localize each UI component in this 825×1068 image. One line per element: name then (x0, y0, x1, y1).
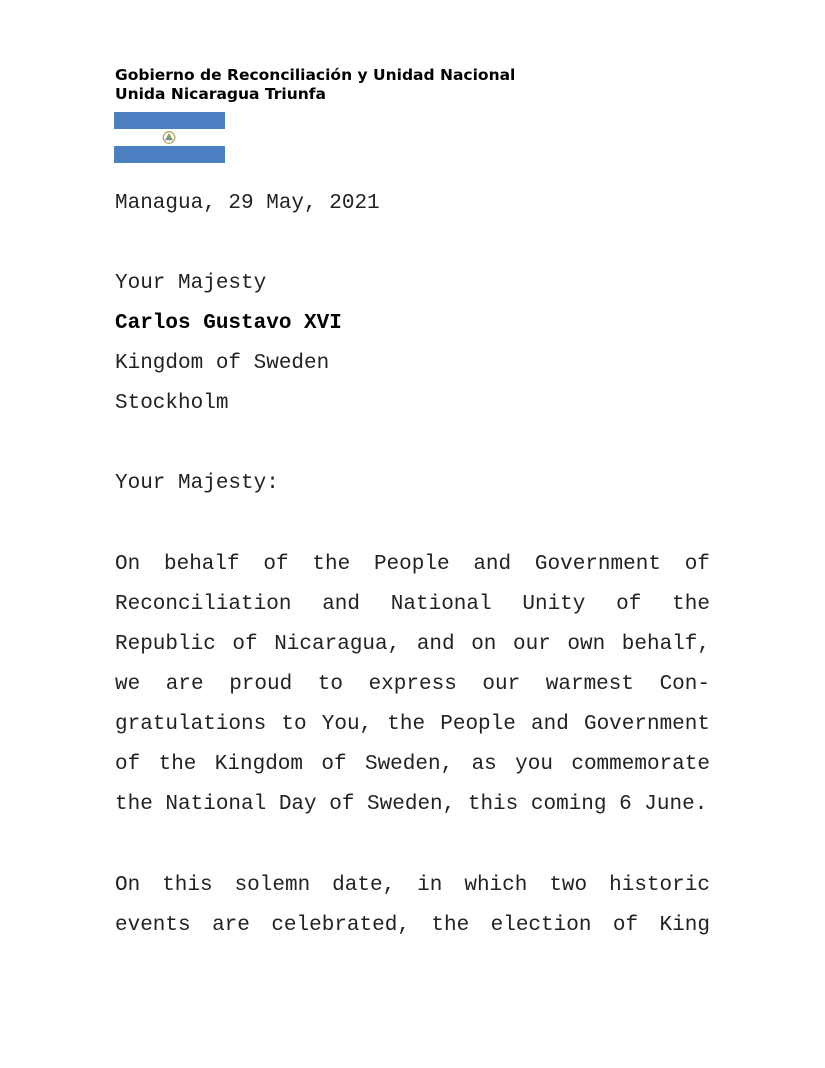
letter-greeting: Your Majesty: (115, 472, 279, 495)
letterhead-slogan: Unida Nicaragua Triunfa (115, 85, 327, 103)
body-paragraph-2 (115, 866, 710, 946)
recipient-title: Your Majesty (115, 272, 267, 295)
paragraph-line: On this solemn date, in which two historic (115, 874, 710, 897)
recipient-country: Kingdom of Sweden (115, 352, 330, 375)
recipient-name: Carlos Gustavo XVI (115, 312, 342, 335)
letter-date: Managua, 29 May, 2021 (115, 192, 380, 215)
flag-bottom-band (114, 146, 225, 163)
letterhead (115, 66, 515, 104)
flag-top-band (114, 112, 225, 129)
paragraph-line: Reconciliation and National Unity of the (115, 593, 710, 616)
paragraph-line: events are celebrated, the election of King (115, 914, 710, 937)
paragraph-line: Republic of Nicaragua, and on our own behalf, (115, 633, 710, 656)
paragraph-line: gratulations to You, the People and Government (115, 713, 710, 736)
letterhead-government-name: Gobierno de Reconciliación y Unidad Nacional (115, 66, 516, 84)
paragraph-line: of the Kingdom of Sweden, as you commemorate (115, 753, 710, 776)
paragraph-line: the National Day of Sweden, this coming 6 June. (115, 793, 708, 816)
flag-emblem-icon (159, 129, 179, 146)
nicaragua-flag-icon (114, 112, 225, 163)
paragraph-line: On behalf of the People and Government of (115, 553, 710, 576)
body-paragraph-1 (115, 545, 710, 825)
paragraph-line: we are proud to express our warmest Con- (115, 673, 710, 696)
recipient-city: Stockholm (115, 392, 229, 415)
